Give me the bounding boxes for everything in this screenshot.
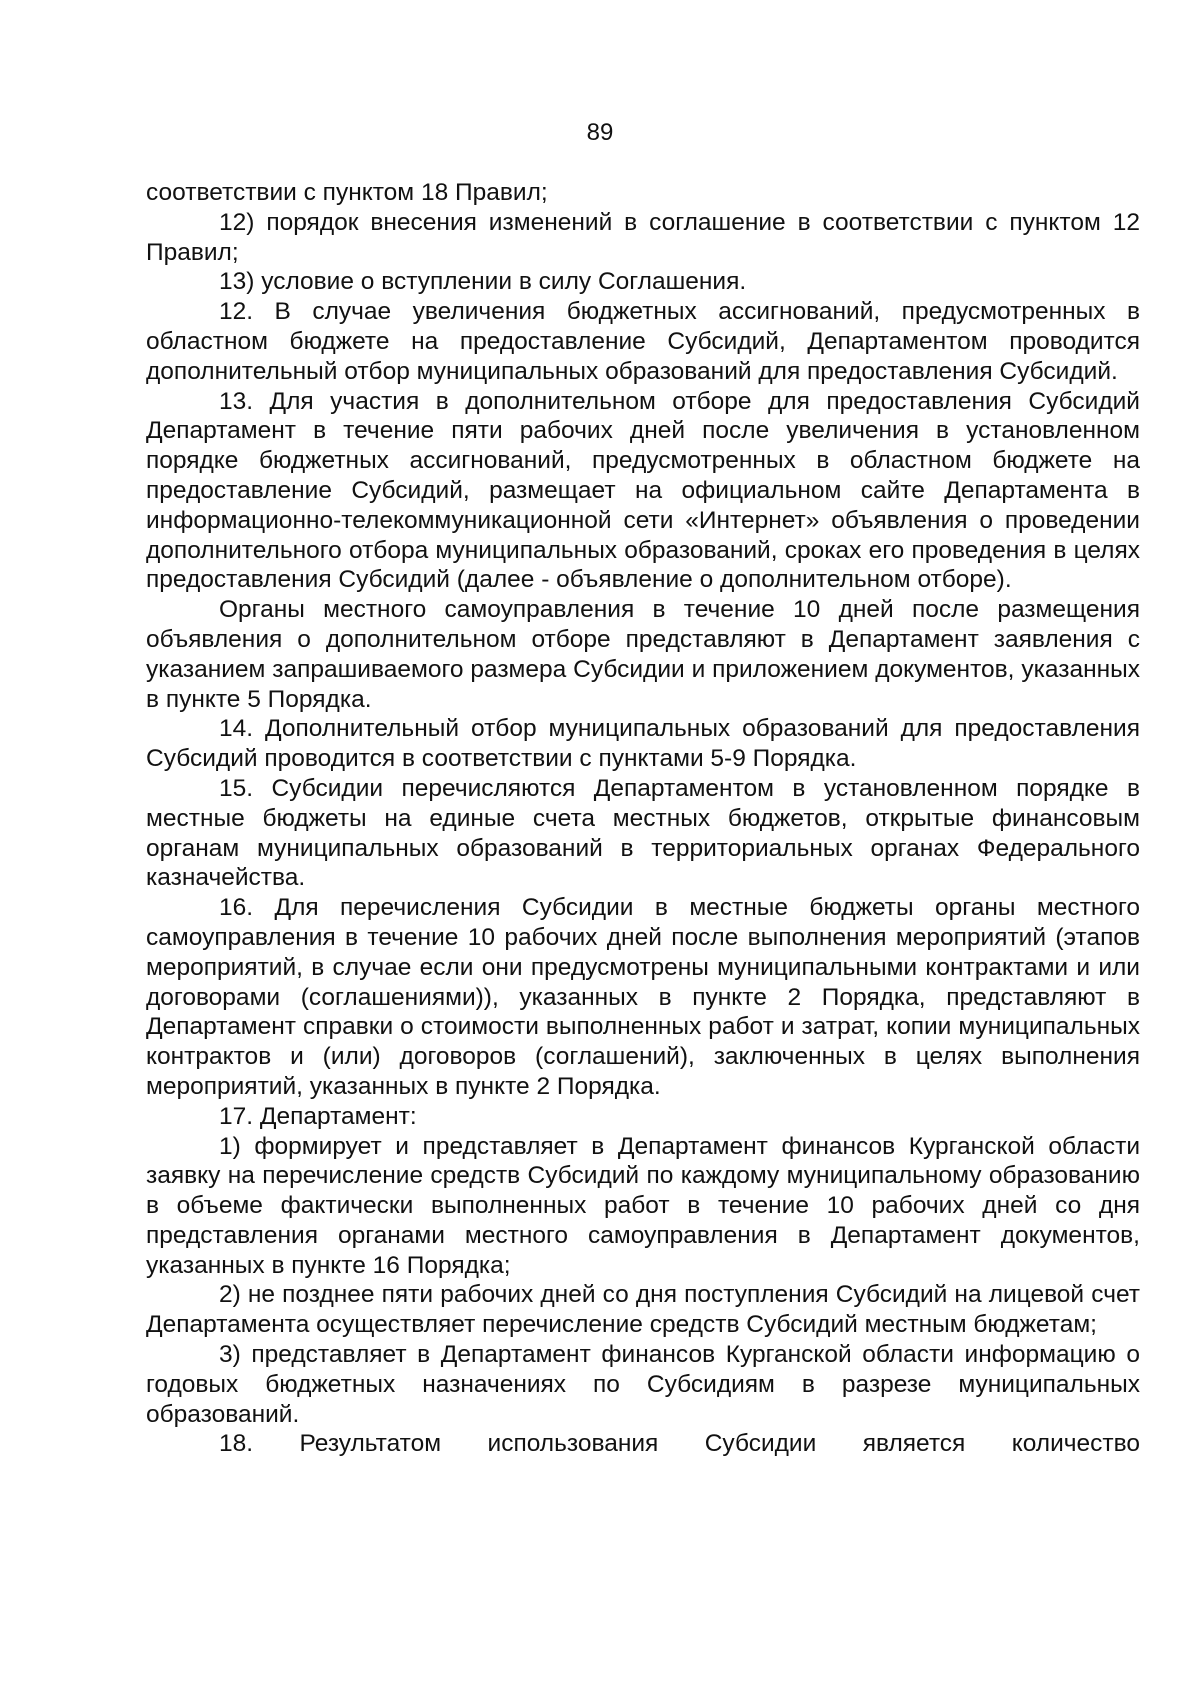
paragraph-16: 16. Для перечисления Субсидии в местные бюджеты органы местного самоуправления в течение 10 рабочих дней после выполнения мероприятий (этапов мероприятий, в случае если они предусмотрены муниципальными контрактами и или договорами (соглашениями)), указанных в пункте 2 Порядка, представляют в Департамент справки о стоимости выполненных работ и затрат, копии муниципальных контрактов и (или) договоров (соглашений), заключенных в целях выполнения мероприятий, указанных в пункте 2 Порядка. [146, 894, 1140, 1100]
paragraph-item-13-condition: 13) условие о вступлении в силу Соглашения. [219, 268, 747, 296]
paragraph-13-continued: Органы местного самоуправления в течение 10 дней после размещения объявления о дополнительном отборе представляют в Департамент заявления с указанием запрашиваемого размера Субсидии и приложением документов, указанных в пункте 5 Порядка. [146, 596, 1140, 713]
paragraph-17-item-1: 1) формирует и представляет в Департамент финансов Курганской области заявку на перечисление средств Субсидий по каждому муниципальному образованию в объеме фактически выполненных работ в течение 10 рабочих дней со дня представления органами местного самоуправления в Департамент документов, указанных в пункте 16 Порядка; [146, 1132, 1140, 1279]
paragraph-18: 18. Результатом использования Субсидии является количество [219, 1430, 1140, 1458]
paragraph-17-item-3: 3) представляет в Департамент финансов Курганской области информацию о годовых бюджетных назначениях по Субсидиям в разрезе муниципальных образований. [146, 1341, 1140, 1428]
paragraph-17: 17. Департамент: [219, 1102, 417, 1130]
paragraph-item-12-procedure: 12) порядок внесения изменений в соглашение в соответствии с пунктом 12 Правил; [146, 208, 1140, 266]
paragraph-17-item-2: 2) не позднее пяти рабочих дней со дня поступления Субсидий на лицевой счет Департамента осуществляет перечисление средств Субсидий местным бюджетам; [146, 1281, 1140, 1339]
paragraph-12: 12. В случае увеличения бюджетных ассигнований, предусмотренных в областном бюджете на предоставление Субсидий, Департаментом проводится дополнительный отбор муниципальных образований для предоставления Субсидий. [146, 298, 1140, 385]
paragraph-13: 13. Для участия в дополнительном отборе для предоставления Субсидий Департамент в течение пяти рабочих дней после увеличения в установленном порядке бюджетных ассигнований, предусмотренных в областном бюджете на предоставление Субсидий, размещает на официальном сайте Департамента в информационно-телекоммуникационной сети «Интернет» объявления о проведении дополнительного отбора муниципальных образований, сроках его проведения в целях предоставления Субсидий (далее - объявление о дополнительном отборе). [146, 387, 1140, 594]
paragraph-14: 14. Дополнительный отбор муниципальных образований для предоставления Субсидий проводится в соответствии с пунктами 5-9 Порядка. [146, 715, 1140, 773]
document-body [146, 178, 1140, 1459]
paragraph-continuation: соответствии с пунктом 18 Правил; [146, 179, 548, 206]
page-number: 89 [586, 119, 614, 146]
paragraph-15: 15. Субсидии перечисляются Департаментом в установленном порядке в местные бюджеты на единые счета местных бюджетов, открытые финансовым органам муниципальных образований в территориальных органах Федерального казначейства. [146, 774, 1140, 892]
